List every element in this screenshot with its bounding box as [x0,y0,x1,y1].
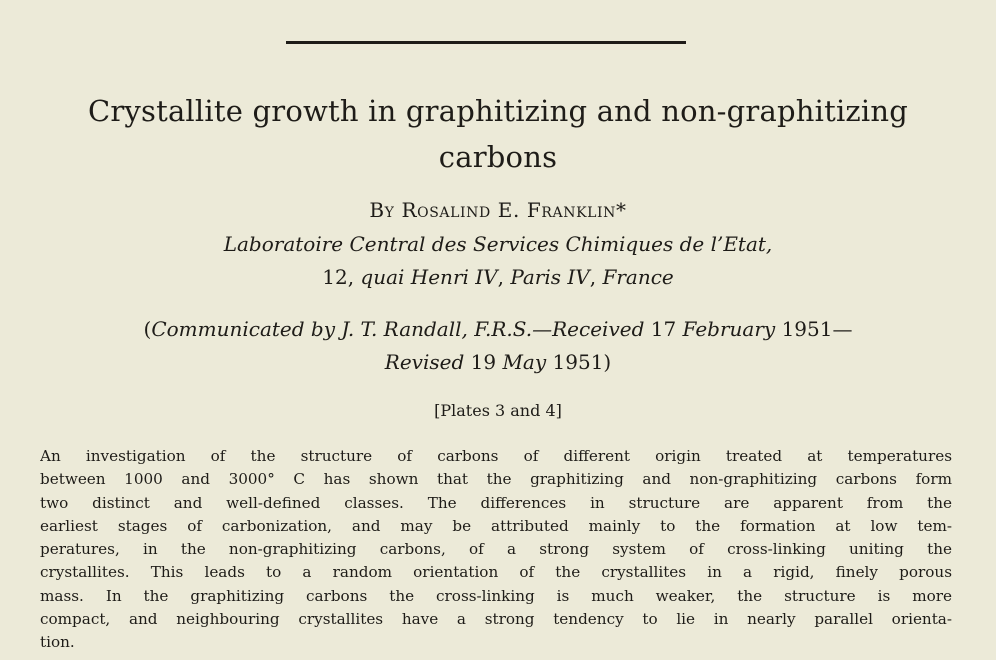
affiliation-comma-2: , [589,265,603,289]
affiliation-street: quai Henri [360,265,476,289]
revised-month: May [502,350,553,374]
revised-day: 19 [470,350,503,374]
abstract-line: peratures, in the non-graphitizing carbons, of a strong system of cross-linking uniting the [40,540,952,559]
abstract-line: crystallites. This leads to a random orientation of the crystallites in a rigid, finely porous [40,563,952,582]
affiliation-line-1: Laboratoire Central des Services Chimiques de l’Etat, [223,232,773,256]
abstract [40,445,952,655]
abstract-line: compact, and neighbouring crystallites have a strong tendency to lie in nearly parallel orienta- [40,610,952,629]
abstract-line: tion. [40,633,75,652]
affiliation-line-2 [0,265,996,289]
paper-title-line-2: carbons [438,140,558,174]
received-year: 1951— [781,317,853,341]
affiliation-number: 12, [322,265,361,289]
abstract-line: between 1000 and 3000° C has shown that the graphitizing and non-graphitizing carbons form [40,470,952,489]
author-by: By [369,198,395,222]
communicated-open-paren: ( [143,317,152,341]
revised-year: 1951) [552,350,612,374]
received-month: February [682,317,782,341]
revised-label: Revised [384,350,471,374]
header-rule [286,41,686,44]
affiliation-city: Paris [510,265,568,289]
abstract-line: earliest stages of carbonization, and may be attributed mainly to the formation at low tem- [40,516,952,535]
communicated-line-1 [0,317,996,341]
affiliation-comma-1: , [497,265,511,289]
abstract-line: mass. In the graphitizing carbons the cross-linking is much weaker, the structure is more [40,586,952,605]
affiliation-country: France [602,265,674,289]
author-name: Rosalind E. Franklin [401,198,617,222]
communicated-line-2 [0,350,996,374]
affiliation-district: IV [567,265,590,289]
paper-title-line-1: Crystallite growth in graphitizing and non-graphitizing [87,94,909,128]
received-day: 17 [650,317,683,341]
author-footnote-mark: * [616,198,627,222]
plates-note: [Plates 3 and 4] [434,401,562,420]
affiliation-street-numeral: IV [475,265,498,289]
abstract-line: An investigation of the structure of carbons of different origin treated at temperatures [40,447,952,465]
abstract-line: two distinct and well-defined classes. The differences in structure are apparent from the [40,493,952,512]
communicated-text: Communicated by J. T. Randall, F.R.S.—Received [151,317,651,341]
author-line [0,198,996,222]
